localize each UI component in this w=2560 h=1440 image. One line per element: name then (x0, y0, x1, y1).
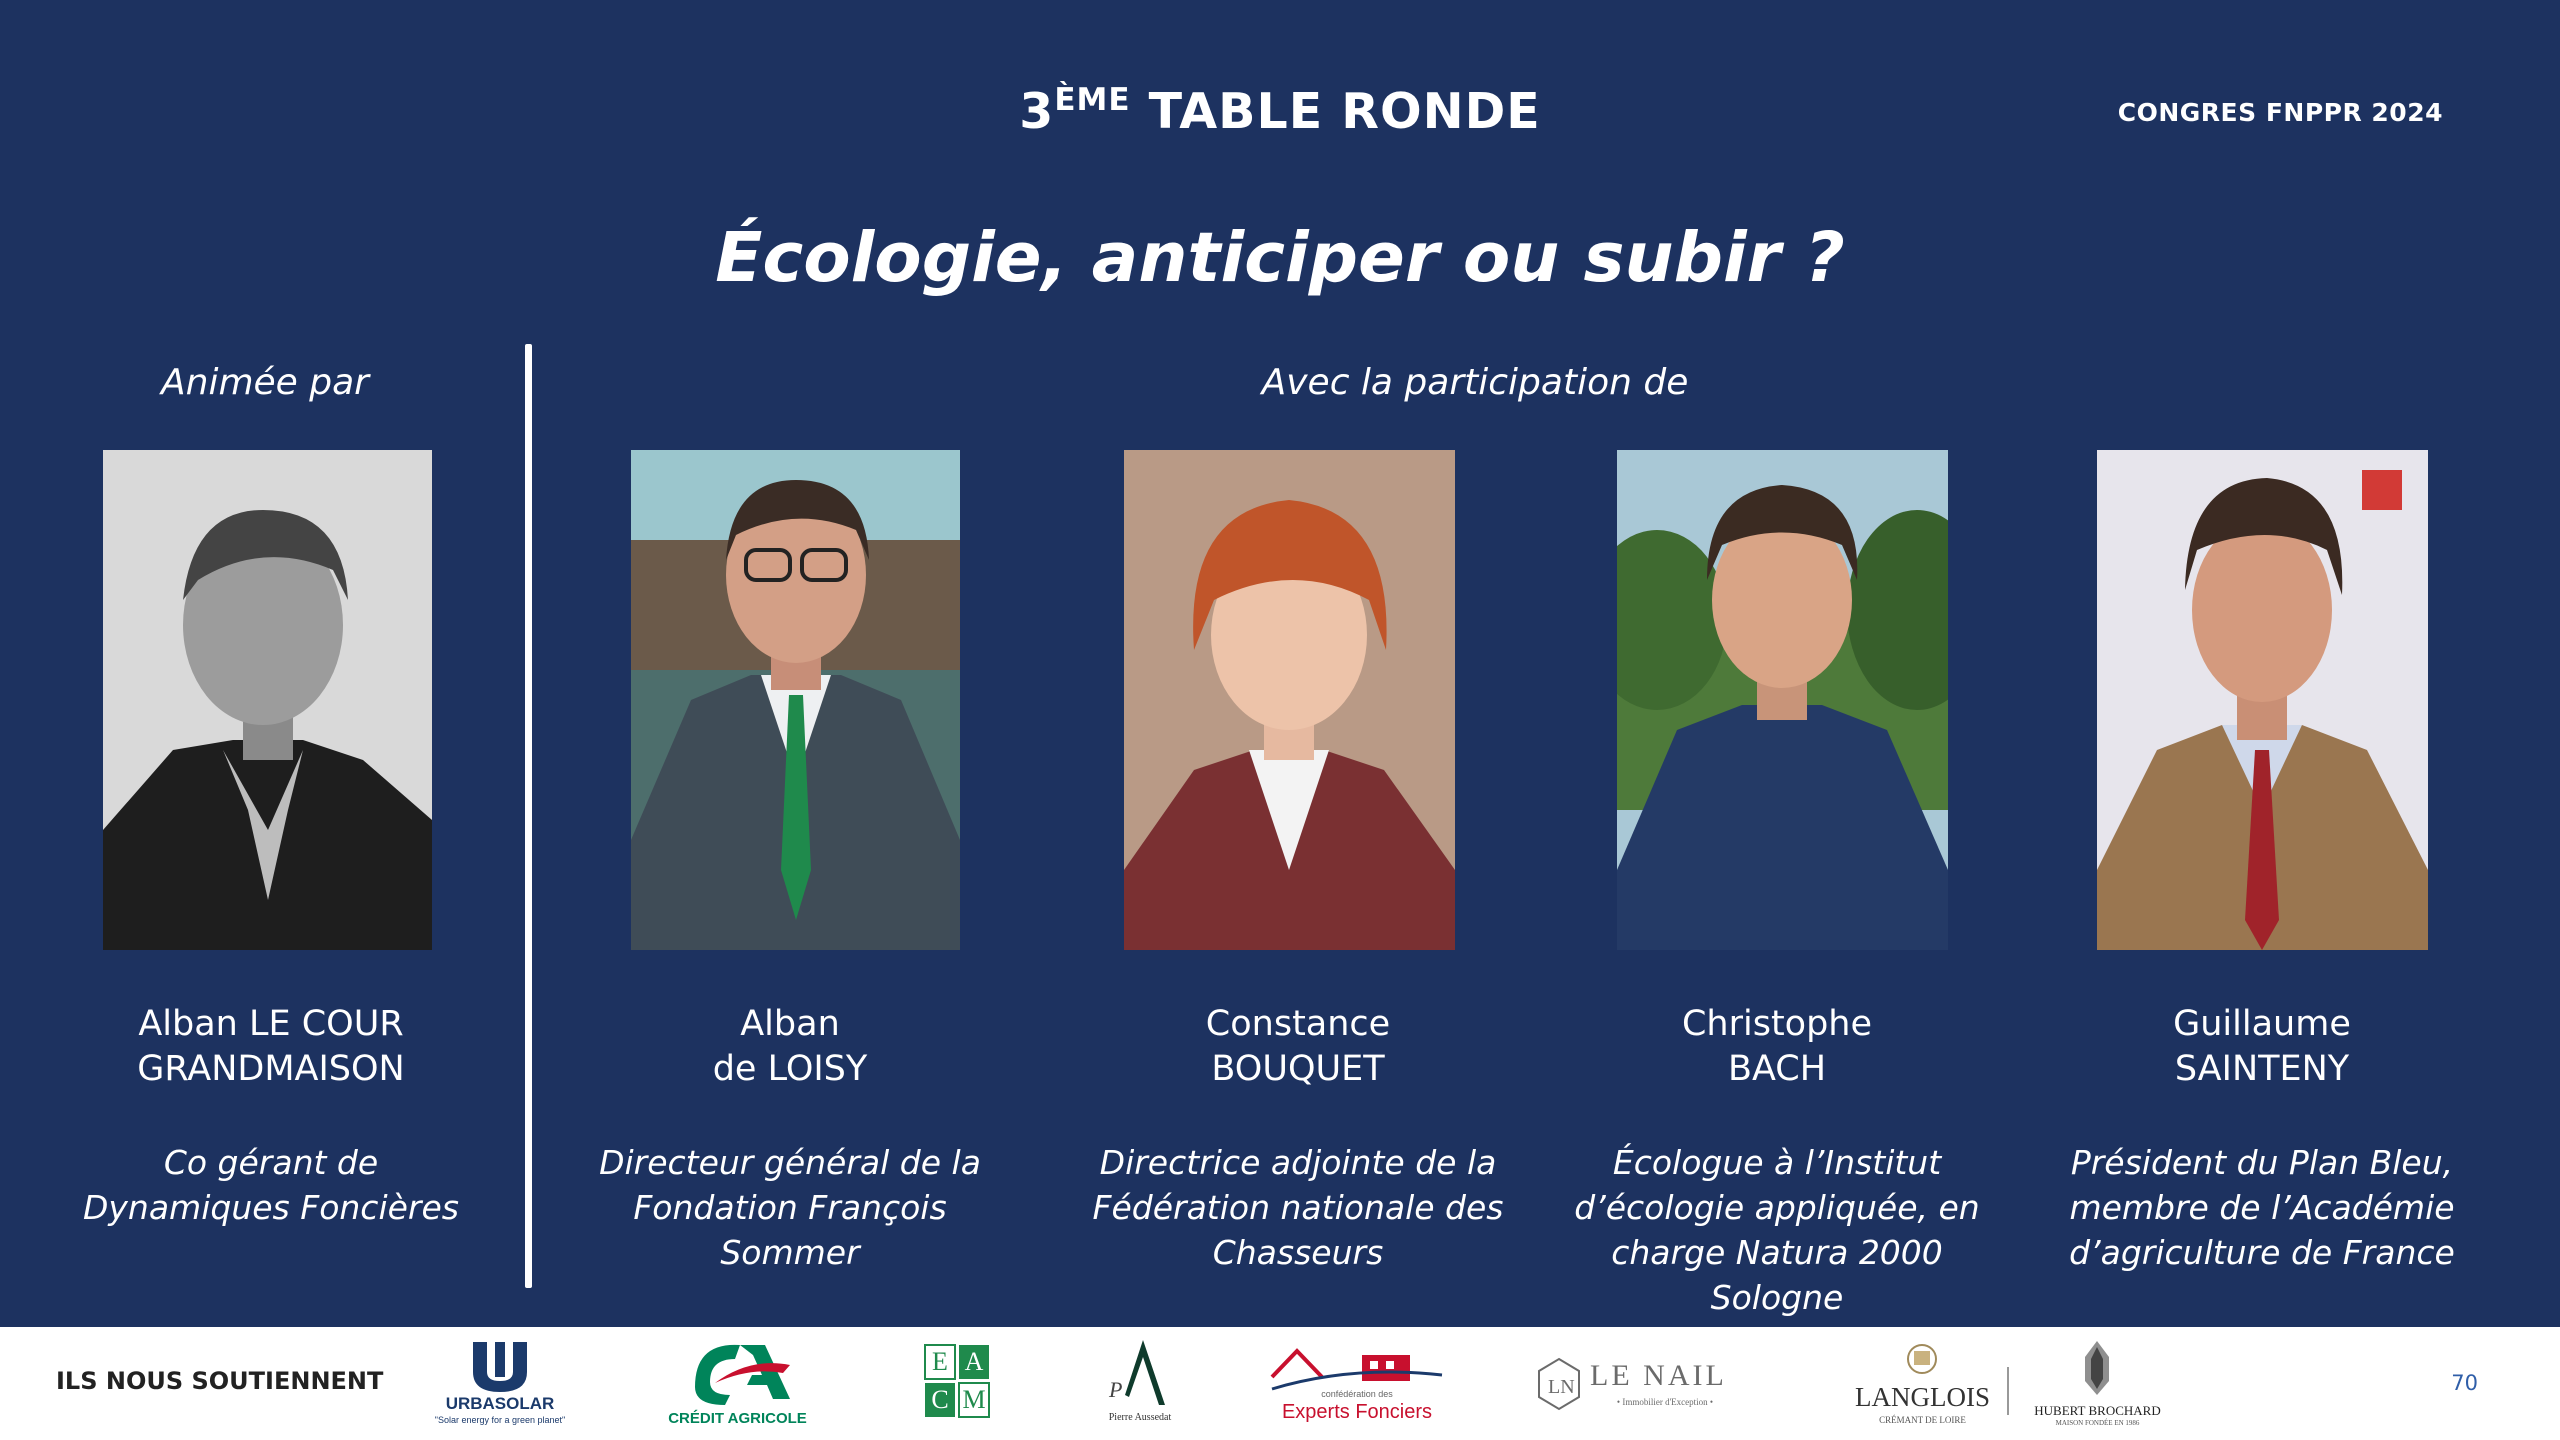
portrait-photo-5 (2097, 450, 2428, 950)
experts-fonciers-subtitle: confédération des (1321, 1389, 1393, 1399)
person-name-2 (570, 1002, 1010, 1092)
role-line: Directrice adjointe de la (1099, 1143, 1497, 1182)
sponsors-label: ILS NOUS SOUTIENNENT (56, 1367, 384, 1395)
svg-text:LN: LN (1548, 1376, 1575, 1398)
eacm-letter-e: E (932, 1347, 948, 1376)
portrait-photo-4 (1617, 450, 1948, 950)
name-line: Alban LE COUR (138, 1004, 404, 1044)
slide-title: Écologie, anticiper ou subir ? (715, 218, 1845, 298)
pierre-aussedat-wordmark: Pierre Aussedat (1108, 1412, 1172, 1423)
person-name-3 (1078, 1002, 1518, 1092)
participants-section-label: Avec la participation de (1261, 362, 1689, 403)
section-divider (525, 344, 532, 1288)
langlois-wordmark: LANGLOIS (1855, 1382, 1990, 1412)
portrait-photo-3 (1124, 450, 1455, 950)
person-role-4 (1557, 1140, 1997, 1320)
pierre-aussedat-logo (1095, 1337, 1185, 1432)
role-line: d’écologie appliquée, en (1574, 1188, 1980, 1227)
moderator-section-label: Animée par (161, 362, 369, 403)
person-name-4 (1557, 1002, 1997, 1092)
hubert-brochard-tagline: MAISON FONDÉE EN 1986 (2055, 1419, 2140, 1427)
kicker-number: 3 (1019, 83, 1055, 140)
role-line: Fondation François Sommer (633, 1188, 947, 1272)
name-line: Christophe (1681, 1004, 1873, 1044)
person-name-1 (51, 1002, 491, 1092)
eacm-letter-c: C (931, 1385, 949, 1414)
urbasolar-wordmark: URBASOLAR (445, 1394, 555, 1413)
congress-label: CONGRES FNPPR 2024 (2117, 98, 2443, 127)
person-role-3 (1078, 1140, 1518, 1275)
person-role-2 (570, 1140, 1010, 1275)
role-line: Écologue à l’Institut (1612, 1143, 1942, 1182)
person-name-5 (2042, 1002, 2482, 1092)
hubert-brochard-wordmark: HUBERT BROCHARD (2034, 1403, 2161, 1418)
role-line: membre de l’Académie (2069, 1188, 2455, 1227)
le-nail-logo (1535, 1337, 1740, 1432)
eacm-letter-m: M (962, 1385, 986, 1414)
role-line: d’agriculture de France (2069, 1233, 2455, 1272)
name-line: Guillaume (2173, 1004, 2351, 1044)
role-line: Président du Plan Bleu, (2070, 1143, 2454, 1182)
logo-separator (2007, 1367, 2009, 1415)
name-line: BOUQUET (1211, 1049, 1385, 1089)
le-nail-wordmark: LE NAIL (1590, 1359, 1727, 1392)
role-line: Directeur général de la (599, 1143, 981, 1182)
sponsors-footer (0, 1327, 2560, 1440)
portrait-photo-1 (103, 450, 432, 950)
person-role-1 (51, 1140, 491, 1230)
urbasolar-tagline: "Solar energy for a green planet" (434, 1415, 566, 1425)
name-line: BACH (1727, 1049, 1827, 1089)
person-role-5 (2042, 1140, 2482, 1275)
experts-fonciers-wordmark: Experts Fonciers (1281, 1401, 1433, 1423)
langlois-tagline: CRÉMANT DE LOIRE (1879, 1415, 1966, 1425)
role-line: Fédération nationale des (1092, 1188, 1504, 1227)
experts-fonciers-logo (1262, 1337, 1452, 1432)
kicker-text: TABLE RONDE (1148, 83, 1541, 140)
svg-text:P: P (1109, 1377, 1123, 1402)
name-line: Alban (740, 1004, 840, 1044)
name-line: SAINTENY (2174, 1049, 2350, 1089)
le-nail-tagline: • Immobilier d'Exception • (1616, 1397, 1714, 1407)
kicker-superscript: ÈME (1054, 82, 1131, 118)
credit-agricole-logo (655, 1337, 820, 1432)
eacm-logo (907, 1337, 1007, 1432)
portrait-photo-2 (631, 450, 960, 950)
name-line: de LOISY (712, 1049, 868, 1089)
name-line: GRANDMAISON (137, 1049, 405, 1089)
credit-agricole-wordmark: CRÉDIT AGRICOLE (668, 1410, 807, 1427)
page-number: 70 (2451, 1371, 2478, 1395)
role-line: Co gérant de (163, 1143, 379, 1182)
langlois-logo (1850, 1337, 1995, 1432)
hubert-brochard-logo (2025, 1337, 2170, 1432)
name-line: Constance (1205, 1004, 1391, 1044)
eacm-letter-a: A (964, 1347, 984, 1376)
role-line: Chasseurs (1212, 1233, 1384, 1272)
role-line: Dynamiques Foncières (82, 1188, 459, 1227)
urbasolar-logo (425, 1337, 575, 1432)
role-line: charge Natura 2000 Sologne (1611, 1233, 1943, 1317)
